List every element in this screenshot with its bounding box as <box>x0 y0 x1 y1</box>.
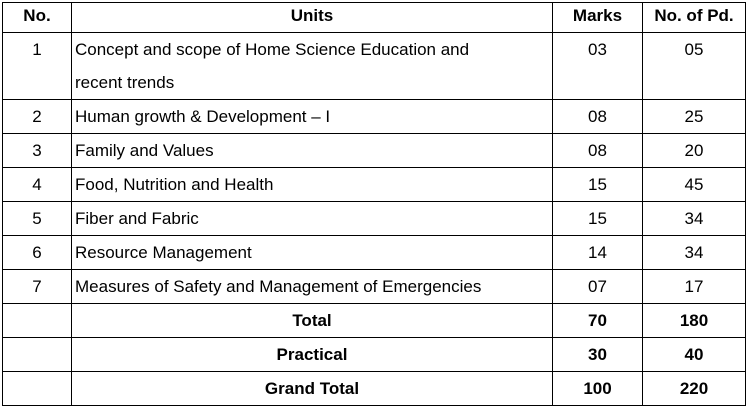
table-row <box>3 236 746 270</box>
header-no: No. <box>3 3 72 33</box>
table-row <box>3 33 746 100</box>
row-marks: 08 <box>553 100 643 134</box>
row-no: 5 <box>3 202 72 236</box>
header-units: Units <box>72 3 553 33</box>
syllabus-table <box>2 2 746 406</box>
row-marks: 07 <box>553 270 643 304</box>
row-no: 3 <box>3 134 72 168</box>
summary-no-empty <box>3 338 72 372</box>
practical-row <box>3 338 746 372</box>
row-periods: 45 <box>643 168 746 202</box>
row-periods: 25 <box>643 100 746 134</box>
summary-no-empty <box>3 304 72 338</box>
row-unit: Measures of Safety and Management of Emergencies <box>72 270 553 304</box>
row-unit-line1: Concept and scope of Home Science Education and <box>75 40 470 59</box>
row-no: 1 <box>3 33 72 100</box>
row-marks: 14 <box>553 236 643 270</box>
summary-periods: 220 <box>643 372 746 406</box>
row-periods: 05 <box>643 33 746 100</box>
grand-total-row <box>3 372 746 406</box>
row-unit: Resource Management <box>72 236 553 270</box>
header-periods: No. of Pd. <box>643 3 746 33</box>
row-unit <box>72 33 553 100</box>
table-row <box>3 134 746 168</box>
row-unit: Human growth & Development – I <box>72 100 553 134</box>
row-periods: 20 <box>643 134 746 168</box>
table-row <box>3 100 746 134</box>
row-no: 4 <box>3 168 72 202</box>
summary-marks: 30 <box>553 338 643 372</box>
row-marks: 15 <box>553 168 643 202</box>
summary-label: Grand Total <box>72 372 553 406</box>
row-unit: Family and Values <box>72 134 553 168</box>
row-marks: 03 <box>553 33 643 100</box>
row-unit: Fiber and Fabric <box>72 202 553 236</box>
table-row <box>3 202 746 236</box>
table-header-row <box>3 3 746 33</box>
row-periods: 17 <box>643 270 746 304</box>
summary-periods: 180 <box>643 304 746 338</box>
summary-marks: 100 <box>553 372 643 406</box>
summary-label: Practical <box>72 338 553 372</box>
row-unit: Food, Nutrition and Health <box>72 168 553 202</box>
table-row <box>3 270 746 304</box>
row-no: 2 <box>3 100 72 134</box>
summary-label: Total <box>72 304 553 338</box>
summary-marks: 70 <box>553 304 643 338</box>
row-no: 7 <box>3 270 72 304</box>
table-row <box>3 168 746 202</box>
row-unit-line2: recent trends <box>75 73 175 92</box>
total-row <box>3 304 746 338</box>
summary-periods: 40 <box>643 338 746 372</box>
row-no: 6 <box>3 236 72 270</box>
summary-no-empty <box>3 372 72 406</box>
row-marks: 15 <box>553 202 643 236</box>
row-periods: 34 <box>643 236 746 270</box>
header-marks: Marks <box>553 3 643 33</box>
row-periods: 34 <box>643 202 746 236</box>
row-marks: 08 <box>553 134 643 168</box>
